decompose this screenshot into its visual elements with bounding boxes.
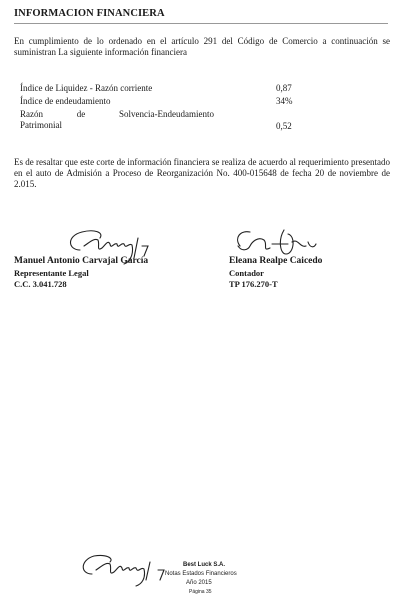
indicator-debt-value: 34% (276, 96, 293, 106)
indicator-solvency-word-3: Solvencia-Endeudamiento (119, 109, 214, 119)
signatory-1-id: C.C. 3.041.728 (14, 279, 67, 289)
note-paragraph: Es de resaltar que este corte de información financiera se realiza de acuerdo al requerimiento presentado en el auto de Admisión a Proceso de Reorganización No. 400-015648 de fecha 20 de noviembre de 2.015. (14, 157, 390, 189)
signature-footer (74, 548, 174, 588)
footer-year: Año 2015 (186, 580, 212, 586)
indicator-liquidity-value: 0,87 (276, 83, 292, 93)
signatory-1-name: Manuel Antonio Carvajal García (14, 256, 149, 266)
signatory-2-id: TP 176.270-T (229, 279, 278, 289)
footer-notes: Notas Estados Financieros (165, 571, 237, 577)
indicator-solvency-value: 0,52 (276, 121, 292, 131)
signatory-2-role: Contador (229, 268, 264, 278)
indicator-solvency-label (20, 109, 214, 119)
title-divider (14, 23, 388, 24)
indicator-debt-label: Índice de endeudamiento (20, 96, 111, 106)
intro-paragraph: En cumplimiento de lo ordenado en el artículo 291 del Código de Comercio a continuación se suministran La siguiente información financiera (14, 36, 390, 57)
indicator-solvency-word-1: Razón (20, 109, 43, 119)
document-title: INFORMACION FINANCIERA (14, 8, 165, 19)
footer-company: Best Luck S.A. (183, 562, 226, 568)
indicator-solvency-label-line2: Patrimonial (20, 120, 62, 130)
signatory-2-name: Eleana Realpe Caicedo (229, 256, 323, 266)
indicator-liquidity-label: Índice de Liquidez - Razón corriente (20, 83, 153, 93)
footer-page-number: Página 35 (189, 589, 212, 595)
indicator-solvency-word-2: de (76, 109, 86, 119)
signatory-1-role: Representante Legal (14, 268, 89, 278)
